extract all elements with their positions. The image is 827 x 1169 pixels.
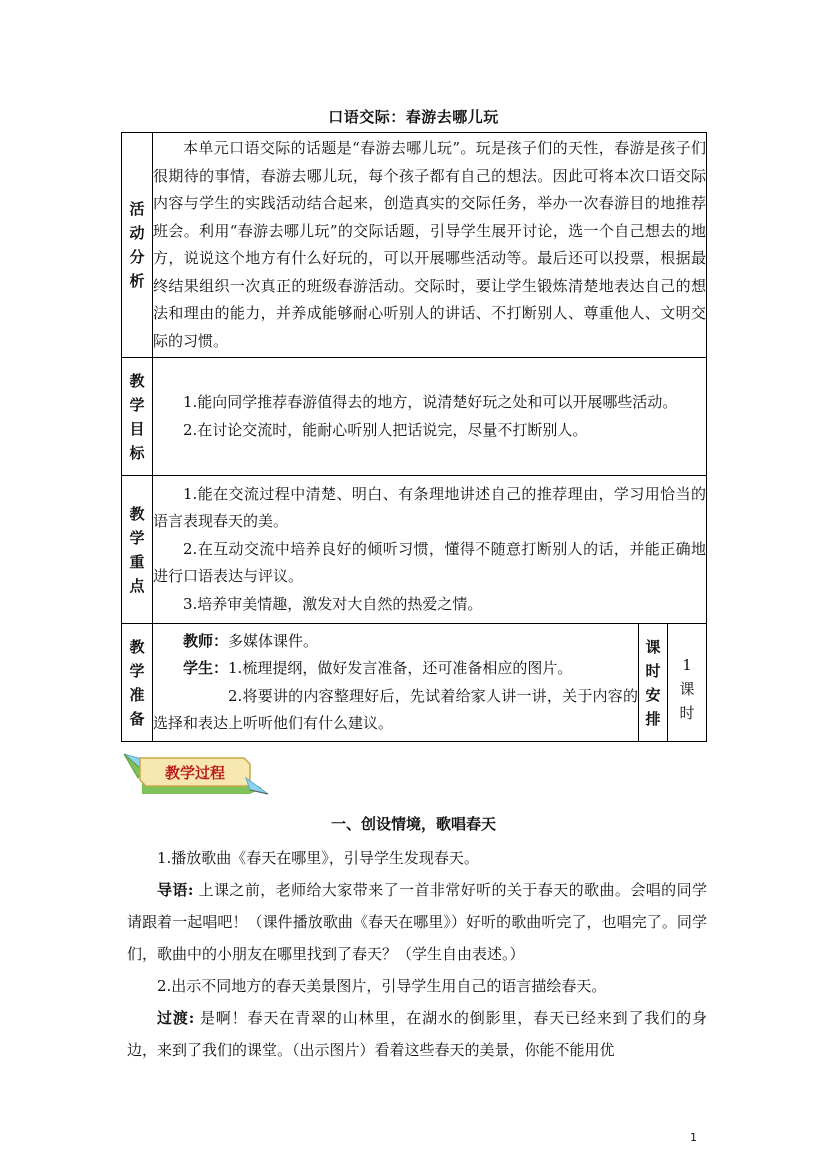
- label-char: 安: [645, 685, 661, 704]
- paragraph: 3.培养审美情趣，激发对大自然的热爱之情。: [183, 594, 483, 613]
- paragraph-text: 上课之前，老师给大家带来了一首非常好听的关于春天的歌曲。会唱的同学请跟着一起唱吧！（课件播放歌曲《春天在哪里》）好听的歌曲听完了，也唱完了。同学们，歌曲中的小朋友在哪里找到了春天？（学生自由表述。）: [127, 881, 707, 963]
- label-char: 目: [129, 419, 145, 438]
- schedule-char: 1: [682, 655, 692, 674]
- banner-text: 教学过程: [164, 764, 226, 782]
- label-char: 分: [129, 248, 145, 266]
- section-title: 一、创设情境，歌唱春天: [330, 815, 496, 833]
- paragraph: 1.能在交流过程中清楚、明白、有条理地讲述自己的推荐理由，学习用恰当的语言表现春天的美。: [153, 484, 706, 531]
- row-label-teaching-focus: [122, 476, 153, 624]
- teaching-focus-content: [153, 476, 707, 624]
- label-char: 准: [129, 685, 145, 704]
- row-label-teaching-goals: [122, 358, 153, 476]
- lesson-plan-table: [121, 132, 707, 742]
- label-char: 动: [129, 224, 145, 242]
- table-row-teaching-focus: [122, 476, 707, 624]
- paragraph-label: 导语:: [157, 881, 194, 899]
- paragraph: 1.播放歌曲《春天在哪里》，引导学生发现春天。: [157, 849, 479, 867]
- schedule-char: 时: [679, 703, 695, 722]
- paragraph-label: 过渡:: [157, 1009, 195, 1027]
- paragraph: 2.在互动交流中培养良好的倾听习惯，懂得不随意打断别人的话，并能正确地进行口语表达与评议。: [153, 539, 706, 586]
- label-char: 教: [129, 637, 145, 656]
- paragraph: 1.能向同学推荐春游值得去的地方，说清楚好玩之处和可以开展哪些活动。: [183, 393, 678, 411]
- label-char: 标: [129, 443, 145, 462]
- paragraph: [127, 1002, 707, 1066]
- page-title: 口语交际：春游去哪儿玩: [328, 108, 499, 126]
- pencil-banner-icon: [122, 748, 272, 804]
- paragraph: 2.出示不同地方的春天美景图片，引导学生用自己的语言描绘春天。: [157, 977, 607, 995]
- schedule-char: 课: [679, 679, 695, 698]
- teacher-text: 多媒体课件。: [228, 631, 319, 650]
- student-label: 学生：: [183, 659, 229, 677]
- label-char: 活: [129, 200, 145, 218]
- label-char: 学: [129, 661, 145, 680]
- label-char: 备: [129, 709, 145, 728]
- table-row-teaching-goals: [122, 358, 707, 476]
- label-char: 析: [129, 272, 145, 290]
- label-char: 时: [645, 661, 661, 680]
- student-text-2: 2.将要讲的内容整理好后，先试着给家人讲一讲，关于内容的选择和表达上听听他们有什么建议。: [153, 686, 638, 732]
- page-number: 1: [690, 1131, 697, 1144]
- label-char: 教: [129, 504, 145, 523]
- table-row-teaching-preparation: [122, 624, 707, 742]
- teaching-preparation-content: [153, 624, 639, 742]
- label-char: 课: [645, 637, 661, 656]
- teaching-goals-content: [153, 358, 707, 476]
- label-char: 学: [129, 528, 145, 547]
- row-label-teaching-preparation: [122, 624, 153, 742]
- student-text-1: 1.梳理提纲，做好发言准备，还可准备相应的图片。: [228, 659, 573, 677]
- body-text: [127, 842, 707, 1066]
- label-char: 重: [129, 552, 145, 571]
- paragraph: 2.在讨论交流时，能耐心听别人把话说完，尽量不打断别人。: [183, 420, 588, 439]
- label-char: 排: [645, 709, 661, 728]
- teaching-process-banner: [122, 748, 272, 804]
- paragraph: 本单元口语交际的话题是“春游去哪儿玩”。玩是孩子们的天性，春游是孩子们很期待的事情，春游去哪儿玩，每个孩子都有自己的想法。因此可将本次口语交际内容与学生的实践活动结合起来，创造真实的交际任务，举办一次春游目的地推荐班会。利用“春游去哪儿玩”的交际话题，引导学生展开讨论，选一个自己想去的地方，说说这个地方有什么好玩的，可以开展哪些活动等。最后还可以投票，根据最终结果组织一次真正的班级春游活动。交际时，要让学生锻炼清楚地表达自己的想法和理由的能力，并养成能够耐心听别人的讲话、不打断别人、尊重他人、文明交际的习惯。: [153, 139, 706, 350]
- activity-analysis-content: [153, 133, 707, 358]
- label-char: 教: [129, 371, 145, 390]
- schedule-value: [668, 624, 707, 742]
- paragraph-text: 是啊！春天在青翠的山林里，在湖水的倒影里，春天已经来到了我们的身边，来到了我们的课堂。（出示图片）看着这些春天的美景，你能不能用优: [127, 1009, 707, 1059]
- row-label-activity-analysis: [122, 133, 153, 358]
- label-char: 学: [129, 395, 145, 414]
- table-row-activity-analysis: [122, 133, 707, 358]
- teacher-label: 教师：: [183, 631, 229, 650]
- schedule-label: [639, 624, 668, 742]
- paragraph: [127, 874, 707, 970]
- label-char: 点: [129, 576, 145, 595]
